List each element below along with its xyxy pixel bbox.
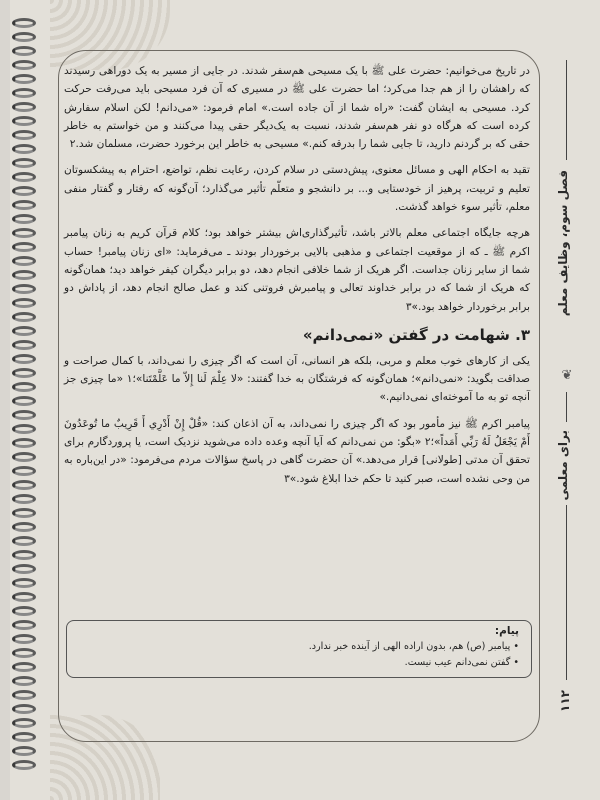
sidebar-divider [566, 60, 567, 160]
page-number: ۱۱۲ [558, 690, 572, 712]
spiral-ring [12, 522, 36, 532]
paragraph: پیامبر اکرم ﷺ نیز مأمور بود که اگر چیزی را نمی‌داند، به آن اذعان کند: «قُلْ إِنْ أَدْرِي أَ قَرِيبٌ ما تُوعَدُونَ أَمْ يَجْعَلُ لَهُ رَبِّي أَمَداً»؛۲ «بگو: من نمی‌دانم که آیا آنچه وعده داده می‌شوید نزدیک است، یا پروردگارم برای تحقق آن مدتی [طولانی] قرار می‌دهد.» آن حضرت گاهی در پاسخ سؤالات مردم می‌فرمود: «در این‌باره به من وحی نشده است، صبر کنید تا حکم خدا ابلاغ شود.»۳ [64, 417, 530, 485]
spiral-ring [12, 466, 36, 476]
flourish-ornament-icon: ❦ [561, 368, 573, 383]
spiral-ring [12, 732, 36, 742]
spiral-ring [12, 340, 36, 350]
paragraph: در تاریخ می‌خوانیم: حضرت علی ﷺ با یک مسیحی هم‌سفر شدند. در جایی از مسیر به یک دوراهی رسیدند که راهشان را از هم جدا می‌کرد؛ اما حضرت علی ﷺ در مسیری که آن فرد مسیحی باید می‌رفت حرکت کرد. مسیحی به ایشان گفت: «راه شما از آن جاده است.» امام فرمود: «می‌دانم! لکن اسلام سفارش کرده است که هرگاه دو نفر هم‌سفر شدند، نسبت به یک‌دیگر حقی پیدا می‌کنند و من خواستم به خاطر حقی که بر گردنم دارید، تا جایی شما را بدرقه کنم.» مسیحی به خاطر این برخورد حضرت، مسلمان شد.۲ [64, 65, 530, 151]
spiral-ring [12, 550, 36, 560]
spiral-ring [12, 200, 36, 210]
spiral-ring [12, 228, 36, 238]
spiral-ring [12, 144, 36, 154]
spiral-ring [12, 480, 36, 490]
message-title: پیام: [494, 625, 519, 637]
spiral-ring [12, 242, 36, 252]
spiral-ring [12, 452, 36, 462]
spiral-binding [10, 18, 36, 788]
section-heading: ۳. شهامت در گفتن «نمی‌دانم» [302, 325, 530, 344]
spiral-ring [12, 410, 36, 420]
spiral-ring [12, 424, 36, 434]
spiral-ring [12, 256, 36, 266]
spiral-ring [12, 172, 36, 182]
main-text [64, 62, 530, 496]
book-title: برای معلمی [556, 430, 570, 501]
spiral-ring [12, 32, 36, 42]
spiral-ring [12, 438, 36, 448]
spiral-ring [12, 578, 36, 588]
paragraph: تقید به احکام الهی و مسائل معنوی، پیش‌دستی در سلام کردن، رعایت نظم، تواضع، احترام به پیشکسوتان تعلیم و تربیت، پرهیز از خودستایی و... بر دانشجو و متعلّم تأثیر می‌گذارد؛ آن‌گونه که رفتار و گفتار منفی معلم، تأثیر سوء خواهد گذشت. [64, 164, 530, 214]
spiral-ring [12, 382, 36, 392]
paragraph: یکی از کارهای خوب معلم و مربی، بلکه هر انسانی، آن است که اگر چیزی را نمی‌داند، با کمال صراحت و صداقت بگوید: «نمی‌دانم»؛ همان‌گونه که فرشتگان به خدا گفتند: «لا عِلْمَ لَنا إِلاّ ما عَلَّمْتَنا»؛۱ «ما چیزی جز آنچه تو به ما آموخته‌ای نمی‌دانیم.» [64, 354, 531, 404]
spiral-ring [12, 60, 36, 70]
spiral-ring [12, 298, 36, 308]
spiral-ring [12, 494, 36, 504]
spiral-ring [12, 690, 36, 700]
paragraph: هرچه جایگاه اجتماعی معلم بالاتر باشد، تأثیرگذاری‌اش بیشتر خواهد بود؛ کلام قرآن کریم به زنان پیامبر اکرم ﷺ ـ که از موقعیت اجتماعی و مذهبی بالایی برخوردار بودند ـ می‌فرماید: «ای زنان پیامبر! حساب شما از سایر زنان جداست. اگر هریک از شما خلافی انجام دهد، دو برابر دیگران کیفر خواهد دید؛ همان‌گونه که هریک از شما که در برابر خداوند تعالی و پیامبرش فروتنی کند و عمل صالح انجام دهد، از پاداش دو برابر برخوردار خواهد بود.»۳ [64, 227, 530, 313]
spiral-ring [12, 396, 36, 406]
spiral-ring [12, 746, 36, 756]
spiral-ring [12, 214, 36, 224]
spiral-ring [12, 368, 36, 378]
spiral-ring [12, 508, 36, 518]
spiral-ring [12, 46, 36, 56]
spiral-ring [12, 88, 36, 98]
spiral-ring [12, 718, 36, 728]
spiral-ring [12, 662, 36, 672]
spiral-ring [12, 760, 36, 770]
sidebar-divider [566, 505, 567, 680]
spiral-ring [12, 676, 36, 686]
spiral-ring [12, 158, 36, 168]
spiral-ring [12, 704, 36, 714]
spiral-ring [12, 536, 36, 546]
spiral-ring [12, 74, 36, 84]
spiral-ring [12, 592, 36, 602]
spiral-ring [12, 354, 36, 364]
chapter-title: فصل سوم، وظایف معلم [556, 170, 570, 317]
spiral-ring [12, 130, 36, 140]
spiral-ring [12, 186, 36, 196]
spiral-ring [12, 18, 36, 28]
spiral-ring [12, 270, 36, 280]
spiral-ring [12, 284, 36, 294]
spiral-ring [12, 564, 36, 574]
spiral-ring [12, 620, 36, 630]
message-item: • پیامبر (ص) هم، بدون اراده الهی از آینده خبر ندارد. [308, 641, 519, 652]
message-item: • گفتن نمی‌دانم عیب نیست. [404, 657, 519, 668]
spiral-ring [12, 648, 36, 658]
spiral-ring [12, 116, 36, 126]
spiral-ring [12, 326, 36, 336]
sidebar-divider [566, 392, 567, 422]
message-box [66, 620, 532, 678]
spiral-ring [12, 312, 36, 322]
spiral-ring [12, 102, 36, 112]
spiral-ring [12, 634, 36, 644]
spiral-ring [12, 606, 36, 616]
